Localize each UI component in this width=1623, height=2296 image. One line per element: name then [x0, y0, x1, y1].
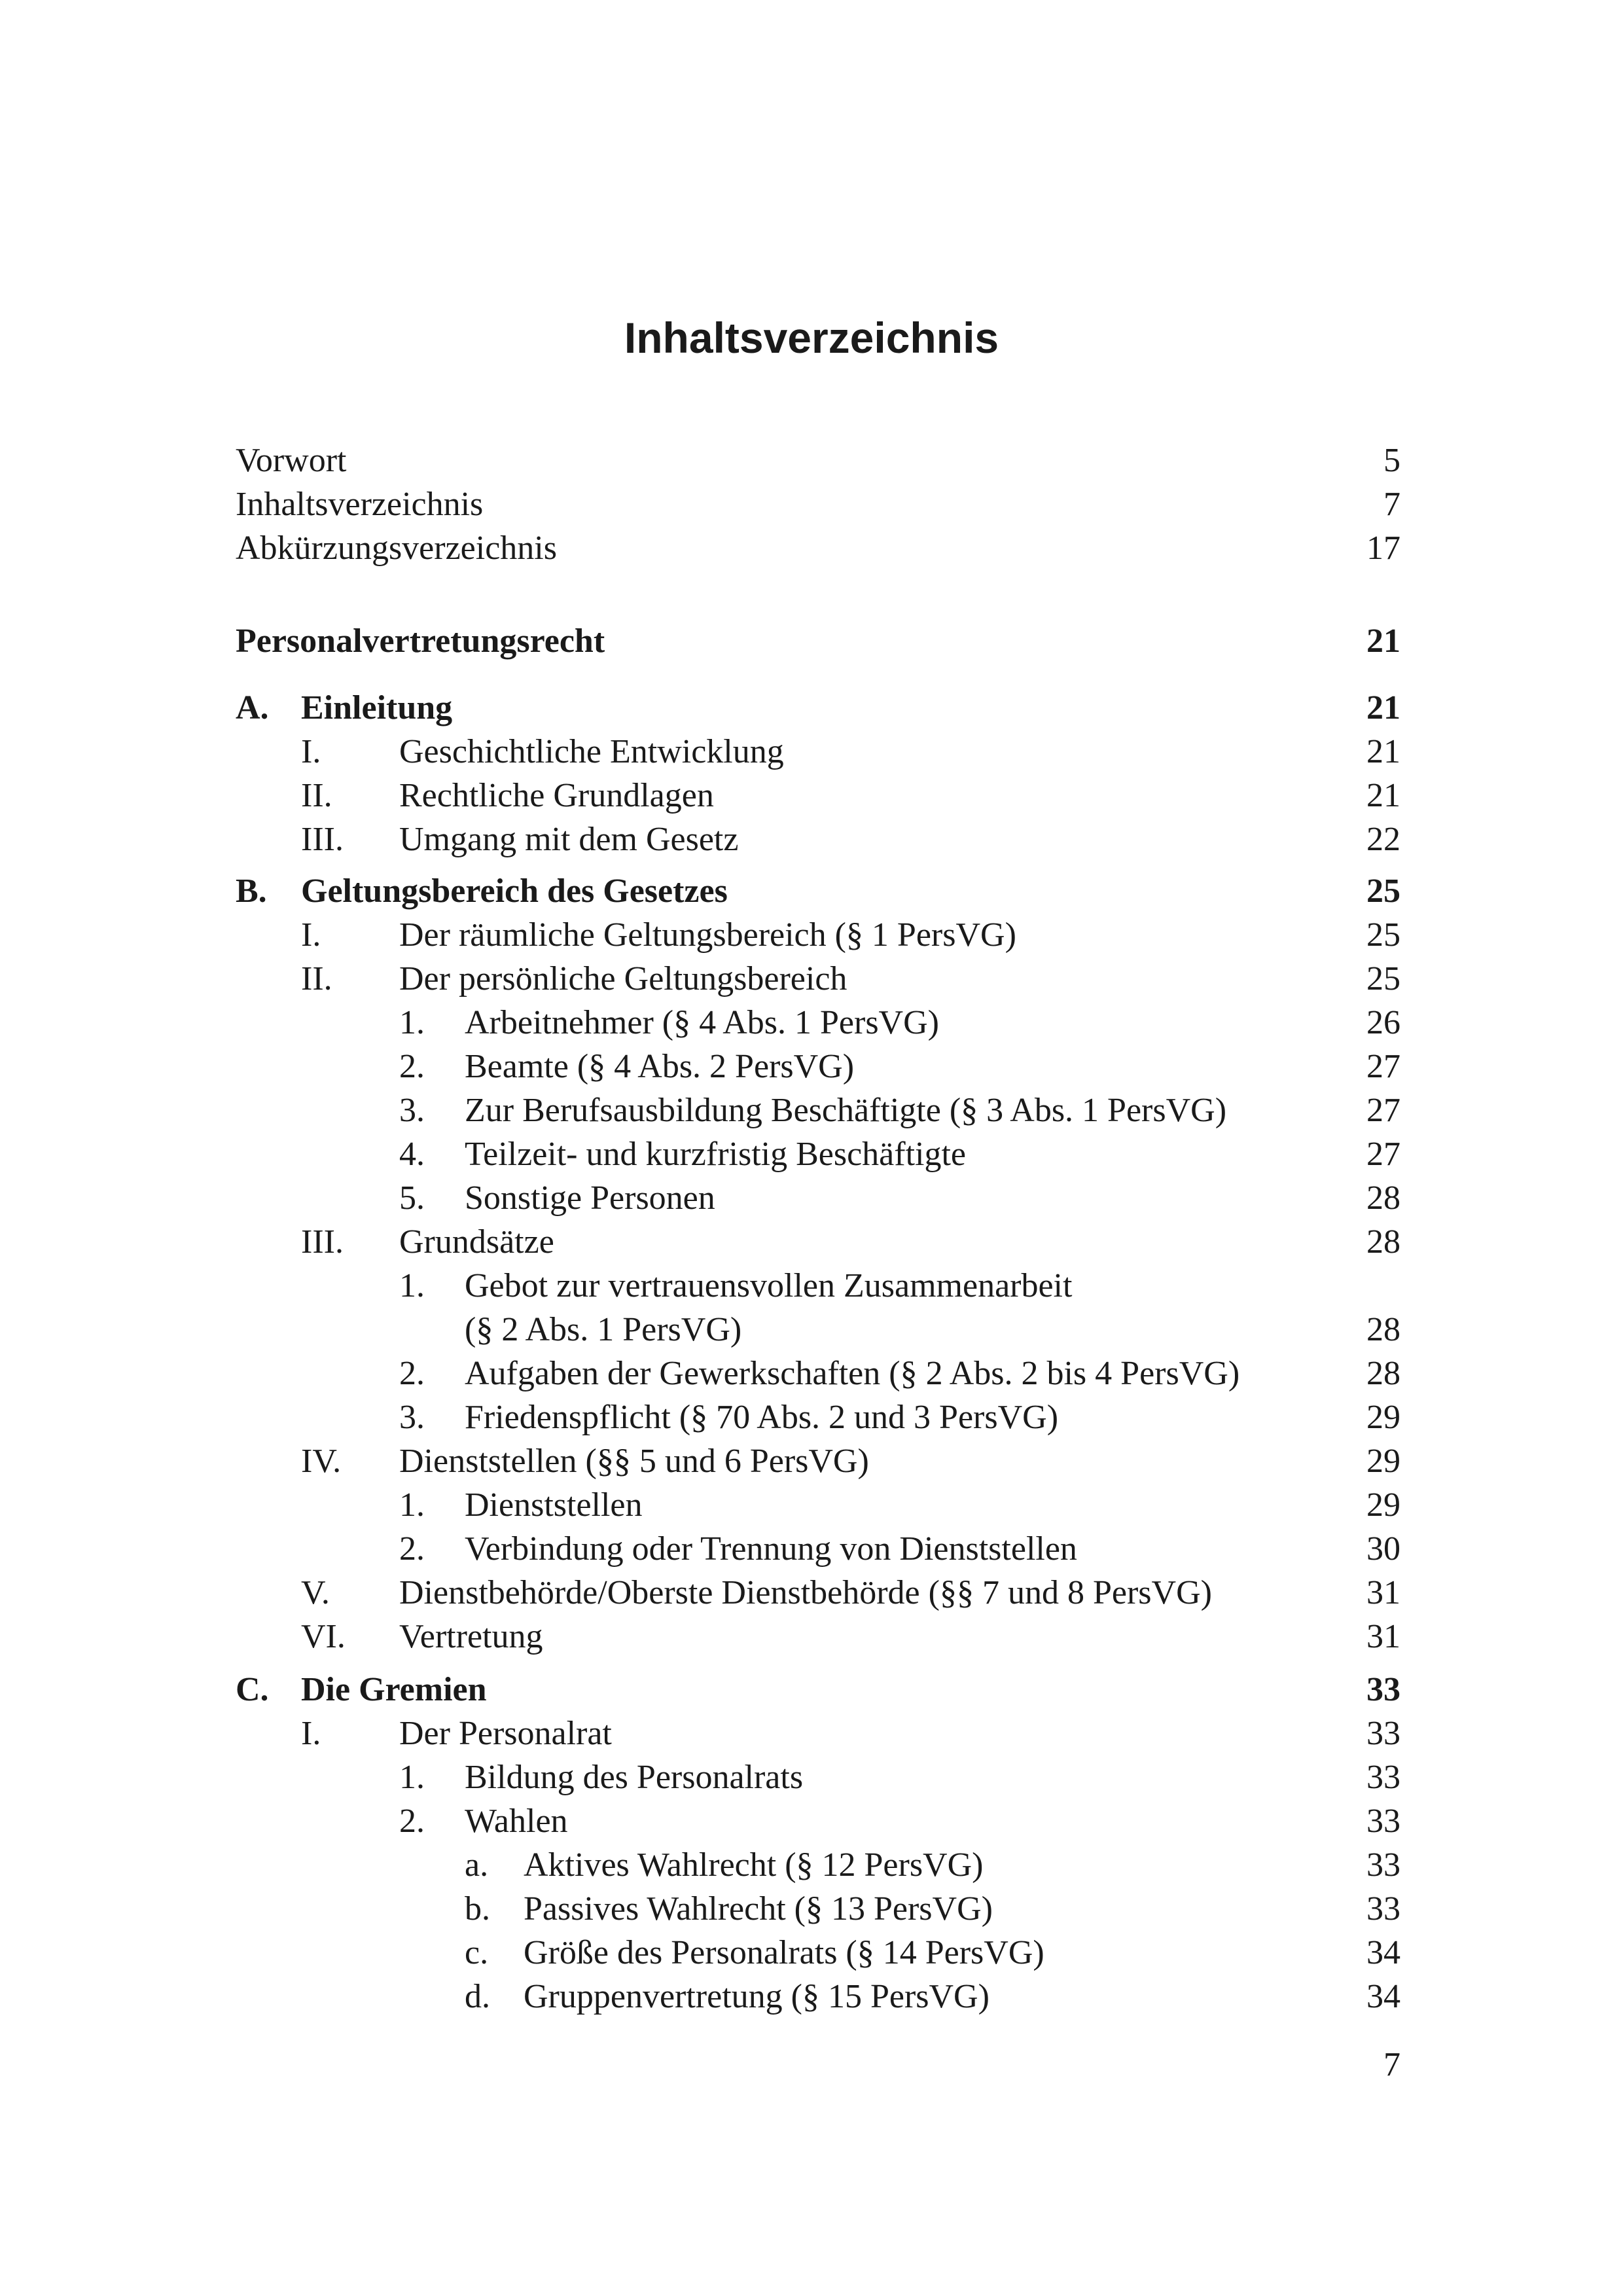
toc-entry-label: Aktives Wahlrecht (§ 12 PersVG): [524, 1846, 991, 1884]
toc-entry[interactable]: [236, 1668, 1400, 1712]
page-title: Inhaltsverzeichnis: [624, 314, 999, 362]
toc-entry-number: I.: [301, 733, 321, 770]
toc-entry-number: III.: [301, 821, 344, 858]
toc-entry-number: V.: [301, 1574, 330, 1611]
toc-entry-page: 7: [1383, 486, 1400, 523]
toc-entry-page: 29: [1366, 1399, 1400, 1436]
toc-entry-label: Der persönliche Geltungsbereich: [399, 960, 855, 997]
toc-entry-page: 33: [1366, 1759, 1400, 1796]
toc-entry-label: Sonstige Personen: [465, 1179, 723, 1217]
toc-entry[interactable]: [236, 1527, 1400, 1571]
toc-entry-label: Personalvertretungsrecht: [236, 622, 613, 660]
toc-entry-number: 1.: [399, 1267, 425, 1304]
toc-entry-page: 29: [1366, 1443, 1400, 1480]
toc-entry-page: 22: [1366, 821, 1400, 858]
toc-entry-label: Teilzeit- und kurzfristig Beschäftigte: [465, 1136, 974, 1173]
toc-entry-number: 2.: [399, 1355, 425, 1392]
toc-entry-label: Der räumliche Geltungsbereich (§ 1 PersVG): [399, 916, 1024, 954]
toc-entry[interactable]: [236, 913, 1400, 957]
toc-entry[interactable]: [236, 730, 1400, 774]
toc-entry-number: 1.: [399, 1486, 425, 1524]
toc-entry[interactable]: [236, 1045, 1400, 1088]
toc-entry[interactable]: [236, 482, 1400, 526]
toc-entry-label: Umgang mit dem Gesetz: [399, 821, 746, 858]
toc-entry-page: 27: [1366, 1136, 1400, 1173]
toc-entry-number: d.: [465, 1978, 490, 2015]
toc-entry-number: B.: [236, 872, 267, 910]
table-of-contents: [236, 439, 1400, 2018]
toc-entry-label: Einleitung: [301, 689, 460, 726]
toc-entry-label: Aufgaben der Gewerkschaften (§ 2 Abs. 2 bis 4 PersVG): [465, 1355, 1247, 1392]
toc-entry-page: 25: [1366, 872, 1400, 910]
toc-entry-number: 3.: [399, 1399, 425, 1436]
toc-entry-label: Dienstbehörde/Oberste Dienstbehörde (§§ 7 und 8 PersVG): [399, 1574, 1220, 1611]
toc-entry[interactable]: [236, 1712, 1400, 1755]
toc-entry[interactable]: [236, 526, 1400, 570]
toc-entry-label: Vertretung: [399, 1618, 550, 1655]
toc-entry-page: 27: [1366, 1092, 1400, 1129]
toc-entry-number: 4.: [399, 1136, 425, 1173]
toc-entry-page: 31: [1366, 1618, 1400, 1655]
toc-entry[interactable]: [236, 1176, 1400, 1220]
toc-entry-number: II.: [301, 777, 332, 814]
toc-entry-label: Dienststellen (§§ 5 und 6 PersVG): [399, 1443, 877, 1480]
toc-entry-page: 29: [1366, 1486, 1400, 1524]
toc-entry-page: 21: [1366, 622, 1400, 660]
toc-entry-label: Passives Wahlrecht (§ 13 PersVG): [524, 1890, 1001, 1928]
page-number: 7: [1383, 2046, 1400, 2083]
toc-entry-page: 33: [1366, 1671, 1400, 1708]
toc-entry-page: 27: [1366, 1048, 1400, 1085]
toc-entry-page: 33: [1366, 1890, 1400, 1928]
toc-entry-label: Größe des Personalrats (§ 14 PersVG): [524, 1934, 1052, 1971]
toc-entry-number: I.: [301, 916, 321, 954]
toc-entry-label: Arbeitnehmer (§ 4 Abs. 1 PersVG): [465, 1004, 947, 1041]
toc-entry-label: Rechtliche Grundlagen: [399, 777, 722, 814]
toc-entry[interactable]: [236, 439, 1400, 482]
toc-entry-page: 34: [1366, 1934, 1400, 1971]
toc-entry-label: Friedenspflicht (§ 70 Abs. 2 und 3 PersVG): [465, 1399, 1066, 1436]
toc-entry-number: 2.: [399, 1803, 425, 1840]
toc-entry-number: a.: [465, 1846, 489, 1884]
toc-entry-page: 25: [1366, 916, 1400, 954]
toc-entry-number: 1.: [399, 1759, 425, 1796]
toc-entry-label: Gebot zur vertrauensvollen Zusammenarbeit: [465, 1267, 1080, 1304]
toc-entry-number: 1.: [399, 1004, 425, 1041]
toc-entry-number: IV.: [301, 1443, 342, 1480]
toc-entry[interactable]: [236, 1887, 1400, 1931]
toc-entry-page: 21: [1366, 777, 1400, 814]
toc-entry-page: 30: [1366, 1530, 1400, 1568]
toc-entry[interactable]: [236, 1220, 1400, 1264]
toc-entry-number: b.: [465, 1890, 490, 1928]
toc-entry-label: Abkürzungsverzeichnis: [236, 529, 565, 567]
toc-entry[interactable]: [236, 1088, 1400, 1132]
toc-entry[interactable]: [236, 1264, 1400, 1308]
toc-entry-label: Der Personalrat: [399, 1715, 620, 1752]
toc-entry-label: Bildung des Personalrats: [465, 1759, 811, 1796]
toc-entry-number: VI.: [301, 1618, 346, 1655]
toc-entry-label: Vorwort: [236, 442, 354, 479]
toc-entry-label: Grundsätze: [399, 1223, 562, 1261]
toc-entry-page: 21: [1366, 733, 1400, 770]
toc-entry[interactable]: [236, 1352, 1400, 1395]
toc-entry-label: Geschichtliche Entwicklung: [399, 733, 792, 770]
toc-entry-label: (§ 2 Abs. 1 PersVG): [465, 1311, 749, 1348]
toc-entry-number: 3.: [399, 1092, 425, 1129]
toc-entry-label: Verbindung oder Trennung von Dienststellen: [465, 1530, 1085, 1568]
toc-entry-number: 2.: [399, 1048, 425, 1085]
toc-entry-page: 5: [1383, 442, 1400, 479]
toc-entry-page: 17: [1366, 529, 1400, 567]
toc-entry-number: 5.: [399, 1179, 425, 1217]
toc-entry[interactable]: [236, 1395, 1400, 1439]
toc-entry[interactable]: [236, 1755, 1400, 1799]
toc-entry[interactable]: [236, 817, 1400, 861]
toc-entry[interactable]: [236, 1843, 1400, 1887]
toc-entry[interactable]: [236, 1439, 1400, 1483]
toc-entry[interactable]: [236, 1799, 1400, 1843]
toc-entry-page: 28: [1366, 1223, 1400, 1261]
toc-entry-page: 25: [1366, 960, 1400, 997]
toc-entry[interactable]: [236, 869, 1400, 913]
toc-entry[interactable]: [236, 619, 1400, 663]
toc-entry[interactable]: [236, 1931, 1400, 1975]
toc-entry-page: 33: [1366, 1715, 1400, 1752]
toc-entry-page: 31: [1366, 1574, 1400, 1611]
toc-entry-label: Wahlen: [465, 1803, 576, 1840]
toc-entry-number: III.: [301, 1223, 344, 1261]
toc-entry-page: 28: [1366, 1355, 1400, 1392]
toc-entry[interactable]: [236, 957, 1400, 1001]
toc-entry[interactable]: [236, 1308, 1400, 1352]
toc-entry-label: Dienststellen: [465, 1486, 651, 1524]
toc-entry-number: C.: [236, 1671, 269, 1708]
toc-entry-label: Beamte (§ 4 Abs. 2 PersVG): [465, 1048, 862, 1085]
toc-entry[interactable]: [236, 1132, 1400, 1176]
toc-entry-number: II.: [301, 960, 332, 997]
toc-entry-number: 2.: [399, 1530, 425, 1568]
toc-entry-page: 28: [1366, 1179, 1400, 1217]
toc-entry-number: c.: [465, 1934, 489, 1971]
toc-entry[interactable]: [236, 1615, 1400, 1659]
toc-entry-page: 21: [1366, 689, 1400, 726]
toc-entry[interactable]: [236, 1001, 1400, 1045]
toc-entry[interactable]: [236, 1483, 1400, 1527]
toc-entry-number: I.: [301, 1715, 321, 1752]
toc-entry[interactable]: [236, 1571, 1400, 1615]
toc-entry-page: 33: [1366, 1803, 1400, 1840]
toc-entry-page: 28: [1366, 1311, 1400, 1348]
toc-entry[interactable]: [236, 1975, 1400, 2018]
toc-entry-number: A.: [236, 689, 269, 726]
toc-entry-label: Inhaltsverzeichnis: [236, 486, 491, 523]
toc-entry-label: Zur Berufsausbildung Beschäftigte (§ 3 Abs. 1 PersVG): [465, 1092, 1234, 1129]
toc-entry-page: 33: [1366, 1846, 1400, 1884]
toc-entry[interactable]: [236, 686, 1400, 730]
toc-entry-page: 26: [1366, 1004, 1400, 1041]
toc-entry-label: Geltungsbereich des Gesetzes: [301, 872, 736, 910]
toc-entry-page: 34: [1366, 1978, 1400, 2015]
toc-entry-label: Gruppenvertretung (§ 15 PersVG): [524, 1978, 997, 2015]
toc-entry-label: Die Gremien: [301, 1671, 495, 1708]
toc-entry[interactable]: [236, 774, 1400, 817]
